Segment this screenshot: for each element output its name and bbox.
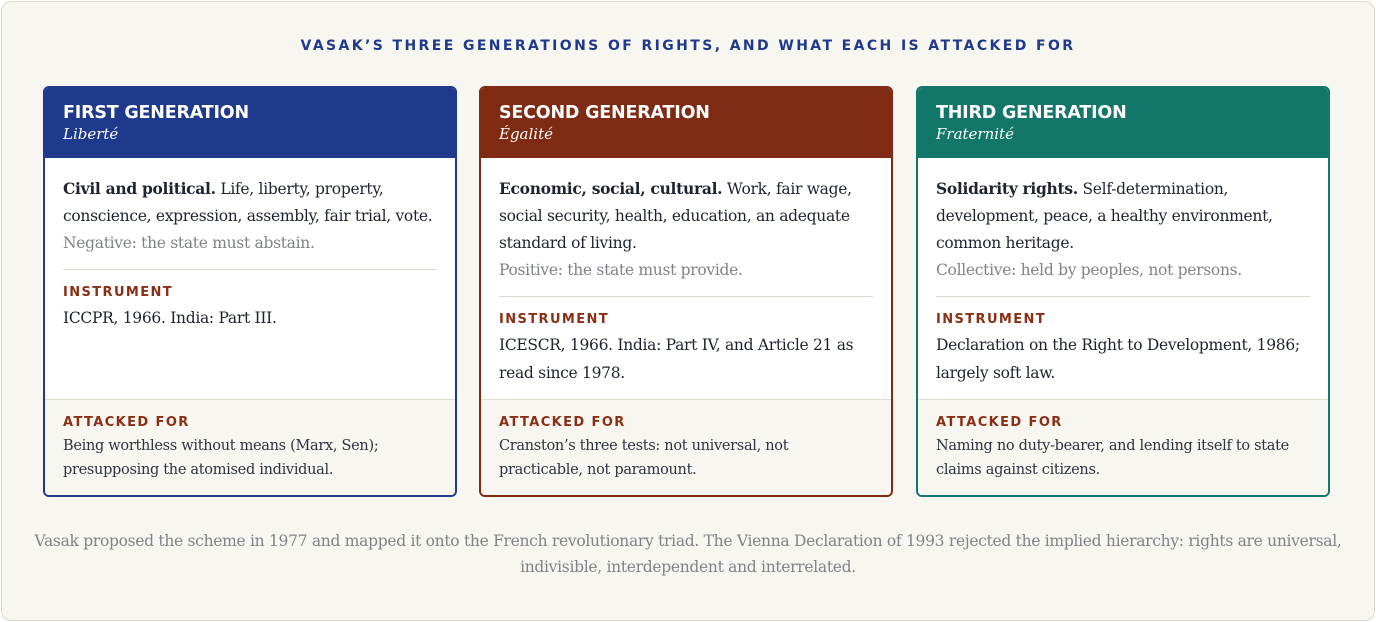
card-header — [918, 88, 1328, 158]
generation-title: SECOND GENERATION — [499, 103, 710, 123]
attacked-for-label: ATTACKED FOR — [499, 415, 626, 430]
instrument-label: INSTRUMENT — [936, 312, 1047, 327]
rights-list: Self-determination, development, peace, a healthy environment, common heritage. — [936, 180, 1273, 252]
page-title: VASAK’S THREE GENERATIONS OF RIGHTS, AND WHAT EACH IS ATTACKED FOR — [300, 38, 1076, 54]
generation-motto: Liberté — [63, 125, 119, 143]
divider — [499, 296, 873, 297]
attacked-for-section — [45, 399, 455, 495]
attacked-for-label: ATTACKED FOR — [63, 415, 190, 430]
card-body — [481, 158, 891, 387]
generation-motto: Égalité — [499, 125, 553, 143]
instrument-text: ICCPR, 1966. India: Part III. — [63, 309, 277, 327]
rights-description — [499, 175, 873, 257]
rights-category: Civil and political. — [63, 179, 216, 198]
attacked-for-label: ATTACKED FOR — [936, 415, 1063, 430]
attacked-for-section — [481, 399, 891, 495]
card-first-generation — [43, 86, 457, 497]
instrument-label: INSTRUMENT — [63, 285, 174, 300]
instrument-label: INSTRUMENT — [499, 312, 610, 327]
rights-list: Life, liberty, property, conscience, expression, assembly, fair trial, vote. — [63, 180, 433, 225]
card-header — [481, 88, 891, 158]
card-second-generation — [479, 86, 893, 497]
attacked-for-text: Naming no duty-bearer, and lending itself to state claims against citizens. — [936, 438, 1289, 478]
card-body — [918, 158, 1328, 387]
rights-list: Work, fair wage, social security, health, education, an adequate standard of living. — [499, 180, 852, 252]
instrument-text: Declaration on the Right to Development, 1986; largely soft law. — [936, 336, 1300, 382]
generation-title: FIRST GENERATION — [63, 103, 249, 123]
card-third-generation — [916, 86, 1330, 497]
rights-description — [936, 175, 1310, 257]
attacked-for-section — [918, 399, 1328, 495]
card-body — [45, 158, 455, 332]
rights-category: Solidarity rights. — [936, 179, 1078, 198]
instrument-text: ICESCR, 1966. India: Part IV, and Article 21 as read since 1978. — [499, 336, 854, 382]
rights-nature-note: Negative: the state must abstain. — [63, 234, 315, 252]
generation-motto: Fraternité — [936, 125, 1014, 143]
rights-nature-note: Collective: held by peoples, not persons. — [936, 261, 1242, 279]
rights-category: Economic, social, cultural. — [499, 179, 723, 198]
attacked-for-text: Being worthless without means (Marx, Sen); presupposing the atomised individual. — [63, 438, 379, 478]
footnote: Vasak proposed the scheme in 1977 and mapped it onto the French revolutionary triad. The Vienna Declaration of 1993 rejected the implied hierarchy: rights are universal, indivisible, interdependent and interrelated. — [34, 532, 1342, 576]
rights-description — [63, 175, 437, 230]
attacked-for-text: Cranston’s three tests: not universal, not practicable, not paramount. — [499, 438, 789, 478]
divider — [936, 296, 1310, 297]
card-header — [45, 88, 455, 158]
rights-nature-note: Positive: the state must provide. — [499, 261, 743, 279]
generation-title: THIRD GENERATION — [936, 103, 1127, 123]
divider — [63, 269, 437, 270]
